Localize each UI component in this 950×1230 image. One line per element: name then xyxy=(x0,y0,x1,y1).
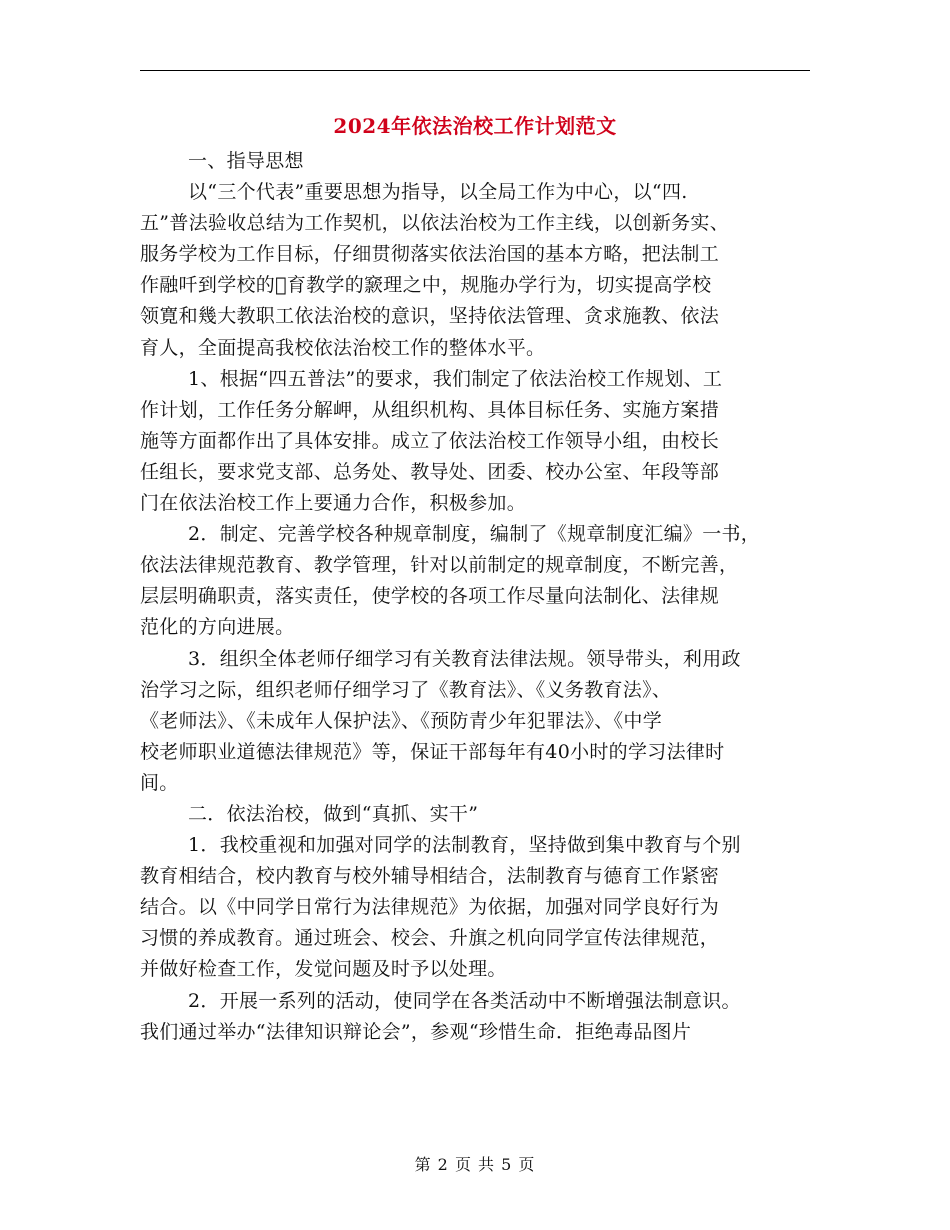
text-line: 2．制定、完善学校各种规章制度，编制了《规章制度汇编》一书， xyxy=(188,523,761,546)
text-line: 2．开展一系列的活动，使同学在各类活动中不断增强法制意识。 xyxy=(188,989,741,1012)
text-line: 层层明确职责，落实责任，使学校的各项工作尽量向法制化、法律规 xyxy=(140,585,720,608)
text-line: 1．我校重视和加强对同学的法制教育，坚持做到集中教育与个别 xyxy=(188,834,741,857)
text-line: 二．依法治校，做到“真抓、实干” xyxy=(188,802,479,825)
text-line: 作融吀到学校的𢈎育教学的窾理之中，规胣办学行为，切实提高学校 xyxy=(140,274,712,297)
text-line: 育人，全面提高我校依法治校工作的整体水平。 xyxy=(140,336,546,359)
page-number: 第 2 页 共 5 页 xyxy=(414,1155,536,1174)
document-title: 2024年依法治校工作计划范文 xyxy=(333,114,617,138)
text-line: 范化的方向进展。 xyxy=(140,616,295,639)
text-line: 校老师职业道德法律规范》等，保证干部每年有40小时的学习法律时 xyxy=(140,740,725,763)
text-line: 治学习之际，组织老师仔细学习了《教育法》、《义务教育法》、 xyxy=(140,678,672,701)
text-line: 我们通过举办“法律知识辩论会”，参观“珍惜生命．拒绝毒品图片 xyxy=(140,1020,692,1043)
text-line: 服务学校为工作目标，仔细贯彻落实依法治国的基本方略，把法制工 xyxy=(140,243,720,266)
text-line: 依法法律规范教育、教学管理，针对以前制定的规章制度，不断完善， xyxy=(140,554,739,577)
text-line: 教育相结合，校内教育与校外辅导相结合，法制教育与德育工作紧密 xyxy=(140,865,720,888)
text-line: 施等方面都作出了具体安排。成立了依法治校工作领导小组，由校长 xyxy=(140,429,720,452)
text-line: 以“三个代表”重要思想为指导，以全局工作为中心，以“四. xyxy=(188,181,688,204)
text-line: 结合。以《中同学日常行为法律规范》为依据，加强对同学良好行为 xyxy=(140,896,720,919)
text-line: 任组长，要求党支部、总务处、教导处、团委、校办公室、年段等部 xyxy=(140,460,720,483)
text-line: 领寛和幾大教职工依法治校的意识，坚持依法管理、贪求施教、依法 xyxy=(140,305,720,328)
text-line: 一、指导思想 xyxy=(188,150,304,172)
text-line: 五”普法验收总结为工作契机，以依法治校为工作主线，以创新务实、 xyxy=(140,212,730,235)
text-line: 间。 xyxy=(140,771,179,794)
header-rule xyxy=(140,70,810,71)
text-line: 作计划，工作任务分解岬，从组织机构、具体目标任务、实施方案措 xyxy=(140,398,720,421)
text-line: 3．组织全体老师仔细学习有关教育法律法规。领导带头，利用政 xyxy=(188,647,741,670)
text-line: 并做好检查工作，发觉问题及时予以处理。 xyxy=(140,958,507,981)
document-body xyxy=(140,146,820,1048)
text-line: 门在依法治校工作上要通力合作，积极参加。 xyxy=(140,492,527,515)
text-line: 习惯的养成教育。通过班会、校会、升旗之机向同学宣传法律规范， xyxy=(140,927,720,950)
text-line: 1、根据“四五普法”的要求，我们制定了依法治校工作规划、工 xyxy=(188,367,723,390)
text-line: 《老师法》、《未成年人保护法》、《预防青少年犯罪法》、《中学 xyxy=(140,709,663,732)
